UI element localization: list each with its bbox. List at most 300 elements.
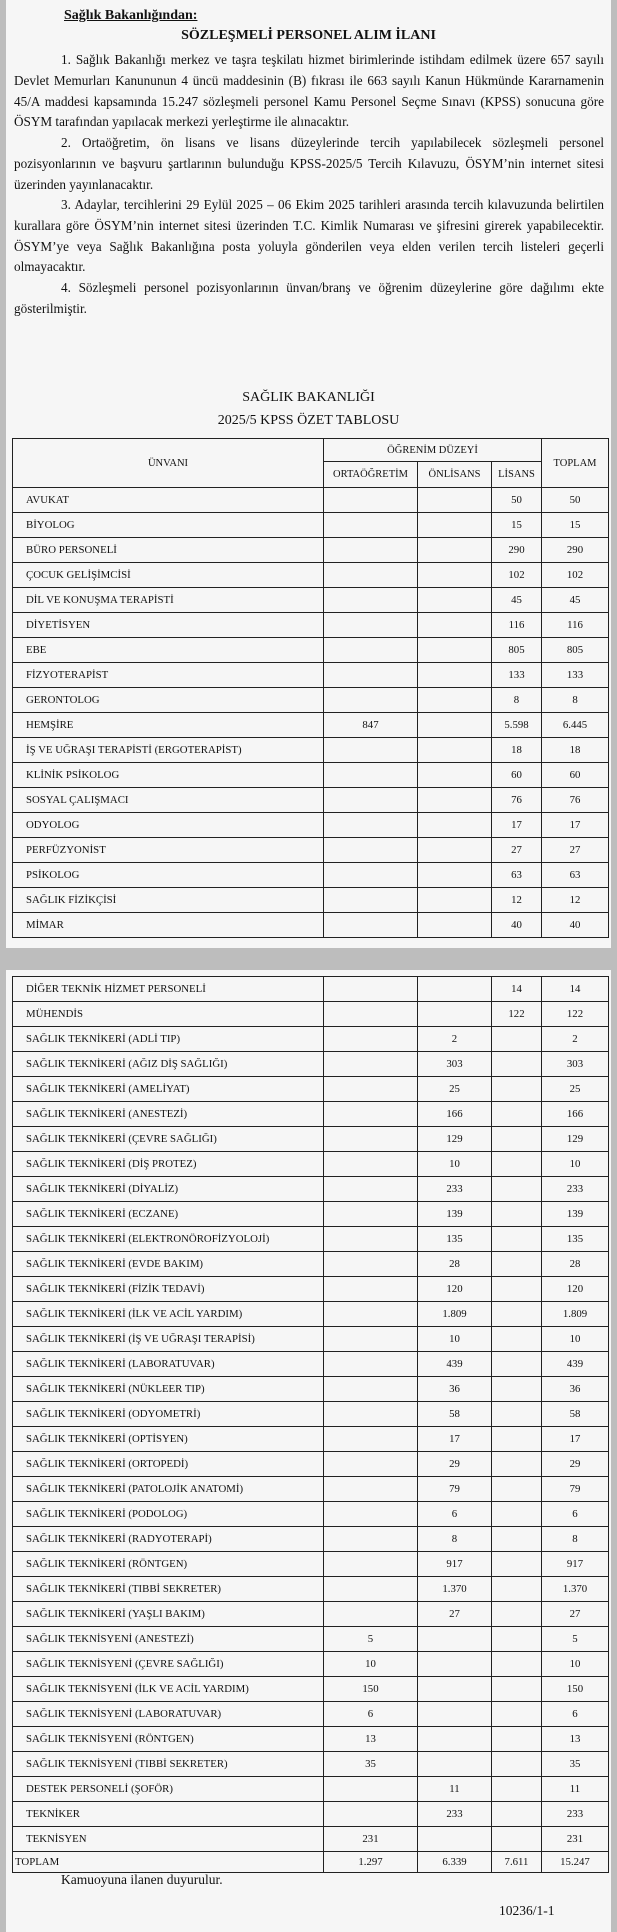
row-value-cell: 79 bbox=[542, 1477, 609, 1502]
row-value-cell: 129 bbox=[542, 1127, 609, 1152]
row-title-cell: SAĞLIK TEKNİSYENİ (RÖNTGEN) bbox=[13, 1727, 324, 1752]
row-value-cell: 233 bbox=[418, 1177, 492, 1202]
row-value-cell: 1.809 bbox=[418, 1302, 492, 1327]
table-row bbox=[13, 763, 609, 788]
row-value-cell: 50 bbox=[542, 488, 609, 513]
table-row bbox=[13, 1277, 609, 1302]
row-value-cell bbox=[418, 688, 492, 713]
row-value-cell: 1.370 bbox=[418, 1577, 492, 1602]
row-value-cell bbox=[324, 563, 418, 588]
row-title-cell: SAĞLIK TEKNİKERİ (İLK VE ACİL YARDIM) bbox=[13, 1302, 324, 1327]
row-title-cell: SOSYAL ÇALIŞMACI bbox=[13, 788, 324, 813]
row-value-cell: 1.809 bbox=[542, 1302, 609, 1327]
row-title-cell: TEKNİSYEN bbox=[13, 1827, 324, 1852]
row-value-cell bbox=[492, 1077, 542, 1102]
row-value-cell: 60 bbox=[492, 763, 542, 788]
row-value-cell bbox=[418, 763, 492, 788]
row-title-cell: DİL VE KONUŞMA TERAPİSTİ bbox=[13, 588, 324, 613]
row-value-cell bbox=[492, 1552, 542, 1577]
table-row bbox=[13, 1052, 609, 1077]
row-value-cell: 27 bbox=[418, 1602, 492, 1627]
row-value-cell bbox=[324, 1402, 418, 1427]
row-value-cell: 15 bbox=[542, 513, 609, 538]
total-label-cell: TOPLAM bbox=[13, 1852, 324, 1873]
row-value-cell bbox=[324, 1077, 418, 1102]
table-row bbox=[13, 1177, 609, 1202]
row-value-cell bbox=[492, 1202, 542, 1227]
table-row bbox=[13, 1102, 609, 1127]
row-title-cell: PSİKOLOG bbox=[13, 863, 324, 888]
paragraph-4: 4. Sözleşmeli personel pozisyonlarının ünvan/branş ve öğrenim düzeylerine göre dağılımı ekte gösterilmiştir. bbox=[14, 280, 604, 316]
row-value-cell bbox=[324, 1152, 418, 1177]
row-value-cell bbox=[324, 1027, 418, 1052]
column-header-ortaogretim: ORTAÖĞRETİM bbox=[324, 462, 418, 488]
row-title-cell: SAĞLIK TEKNİKERİ (EVDE BAKIM) bbox=[13, 1252, 324, 1277]
summary-table-part-1 bbox=[12, 438, 609, 938]
row-value-cell: 12 bbox=[492, 888, 542, 913]
row-value-cell: 5.598 bbox=[492, 713, 542, 738]
row-value-cell bbox=[324, 1052, 418, 1077]
row-value-cell bbox=[492, 1477, 542, 1502]
row-title-cell: BİYOLOG bbox=[13, 513, 324, 538]
row-title-cell: MİMAR bbox=[13, 913, 324, 938]
row-value-cell bbox=[418, 838, 492, 863]
row-value-cell: 36 bbox=[542, 1377, 609, 1402]
row-title-cell: SAĞLIK TEKNİKERİ (AMELİYAT) bbox=[13, 1077, 324, 1102]
row-value-cell: 166 bbox=[418, 1102, 492, 1127]
row-value-cell bbox=[492, 1652, 542, 1677]
table-row bbox=[13, 1627, 609, 1652]
row-value-cell: 35 bbox=[542, 1752, 609, 1777]
row-value-cell bbox=[324, 1427, 418, 1452]
row-value-cell: 166 bbox=[542, 1102, 609, 1127]
row-value-cell bbox=[324, 1327, 418, 1352]
row-value-cell bbox=[324, 1577, 418, 1602]
paragraph-3: 3. Adaylar, tercihlerini 29 Eylül 2025 – 06 Ekim 2025 tarihleri arasında tercih kılavuzunda belirtilen kurallara göre ÖSYM’nin internet sitesi üzerinden T.C. Kimlik Numarası ve şifresini girerek yapabilecektir. ÖSYM’ye veya Sağlık Bakanlığına posta yoluyla gönderilen veya elden verilen tercih listeleri geçerli olmayacaktır. bbox=[14, 197, 604, 275]
row-value-cell bbox=[324, 588, 418, 613]
row-value-cell: 439 bbox=[542, 1352, 609, 1377]
row-value-cell bbox=[492, 1627, 542, 1652]
row-value-cell bbox=[492, 1027, 542, 1052]
row-value-cell bbox=[418, 538, 492, 563]
row-value-cell bbox=[324, 1602, 418, 1627]
table-row bbox=[13, 863, 609, 888]
row-value-cell: 12 bbox=[542, 888, 609, 913]
row-value-cell: 25 bbox=[542, 1077, 609, 1102]
row-value-cell bbox=[418, 513, 492, 538]
row-value-cell: 133 bbox=[492, 663, 542, 688]
row-value-cell bbox=[324, 1102, 418, 1127]
row-value-cell: 5 bbox=[542, 1627, 609, 1652]
row-value-cell: 805 bbox=[492, 638, 542, 663]
row-value-cell: 233 bbox=[418, 1802, 492, 1827]
row-value-cell bbox=[492, 1352, 542, 1377]
row-title-cell: SAĞLIK TEKNİKERİ (AĞIZ DİŞ SAĞLIĞI) bbox=[13, 1052, 324, 1077]
row-title-cell: SAĞLIK TEKNİKERİ (YAŞLI BAKIM) bbox=[13, 1602, 324, 1627]
row-value-cell: 129 bbox=[418, 1127, 492, 1152]
row-value-cell bbox=[492, 1452, 542, 1477]
row-title-cell: SAĞLIK TEKNİKERİ (PODOLOG) bbox=[13, 1502, 324, 1527]
table-row bbox=[13, 1402, 609, 1427]
issuing-authority: Sağlık Bakanlığından: bbox=[64, 8, 198, 23]
row-value-cell bbox=[324, 638, 418, 663]
row-value-cell bbox=[492, 1827, 542, 1852]
total-value-cell: 6.339 bbox=[418, 1852, 492, 1873]
row-value-cell: 10 bbox=[418, 1327, 492, 1352]
row-title-cell: SAĞLIK FİZİKÇİSİ bbox=[13, 888, 324, 913]
row-value-cell: 10 bbox=[324, 1652, 418, 1677]
row-value-cell bbox=[492, 1052, 542, 1077]
row-value-cell: 40 bbox=[542, 913, 609, 938]
row-value-cell bbox=[324, 1477, 418, 1502]
row-value-cell bbox=[418, 913, 492, 938]
row-value-cell: 917 bbox=[418, 1552, 492, 1577]
row-value-cell: 290 bbox=[542, 538, 609, 563]
row-value-cell bbox=[324, 977, 418, 1002]
table-row bbox=[13, 713, 609, 738]
row-value-cell bbox=[324, 813, 418, 838]
row-value-cell: 122 bbox=[492, 1002, 542, 1027]
row-value-cell: 2 bbox=[542, 1027, 609, 1052]
table-row bbox=[13, 1427, 609, 1452]
table-row bbox=[13, 488, 609, 513]
row-value-cell bbox=[492, 1427, 542, 1452]
row-value-cell bbox=[418, 738, 492, 763]
row-value-cell bbox=[418, 1652, 492, 1677]
row-value-cell: 36 bbox=[418, 1377, 492, 1402]
row-title-cell: SAĞLIK TEKNİKERİ (DİŞ PROTEZ) bbox=[13, 1152, 324, 1177]
table-row bbox=[13, 563, 609, 588]
row-value-cell: 847 bbox=[324, 713, 418, 738]
row-value-cell bbox=[324, 1177, 418, 1202]
row-value-cell: 17 bbox=[542, 813, 609, 838]
row-value-cell: 45 bbox=[492, 588, 542, 613]
row-value-cell bbox=[418, 977, 492, 1002]
row-value-cell bbox=[492, 1677, 542, 1702]
table-total-row bbox=[13, 1852, 609, 1873]
row-value-cell: 13 bbox=[542, 1727, 609, 1752]
table-row bbox=[13, 1777, 609, 1802]
row-value-cell: 439 bbox=[418, 1352, 492, 1377]
table-row bbox=[13, 1827, 609, 1852]
row-value-cell bbox=[492, 1802, 542, 1827]
row-value-cell bbox=[324, 1802, 418, 1827]
table-row bbox=[13, 513, 609, 538]
row-value-cell: 233 bbox=[542, 1177, 609, 1202]
row-value-cell bbox=[492, 1577, 542, 1602]
row-value-cell bbox=[418, 488, 492, 513]
row-value-cell: 63 bbox=[542, 863, 609, 888]
row-title-cell: SAĞLIK TEKNİKERİ (RADYOTERAPİ) bbox=[13, 1527, 324, 1552]
table-row bbox=[13, 1027, 609, 1052]
table-row bbox=[13, 1802, 609, 1827]
row-value-cell: 102 bbox=[492, 563, 542, 588]
row-value-cell: 10 bbox=[542, 1327, 609, 1352]
column-header-toplam: TOPLAM bbox=[542, 439, 609, 488]
table-row bbox=[13, 538, 609, 563]
row-value-cell: 290 bbox=[492, 538, 542, 563]
row-value-cell: 6.445 bbox=[542, 713, 609, 738]
row-value-cell bbox=[324, 488, 418, 513]
reference-number: 10236/1-1 bbox=[499, 1903, 555, 1918]
row-value-cell bbox=[324, 838, 418, 863]
row-value-cell bbox=[418, 638, 492, 663]
row-value-cell bbox=[324, 913, 418, 938]
row-value-cell: 8 bbox=[418, 1527, 492, 1552]
row-value-cell: 17 bbox=[492, 813, 542, 838]
table-row bbox=[13, 1702, 609, 1727]
row-value-cell bbox=[492, 1777, 542, 1802]
row-value-cell bbox=[324, 1277, 418, 1302]
paragraph-2: 2. Ortaöğretim, ön lisans ve lisans düzeylerinde tercih yapılabilecek sözleşmeli personel pozisyonlarının ve başvuru şartlarının bulunduğu KPSS-2025/5 Tercih Kılavuzu, ÖSYM’nin internet sitesi üzerinden yayınlanacaktır. bbox=[14, 135, 604, 192]
row-value-cell: 14 bbox=[492, 977, 542, 1002]
row-value-cell: 303 bbox=[418, 1052, 492, 1077]
table-row bbox=[13, 1152, 609, 1177]
announcement-title: SÖZLEŞMELİ PERSONEL ALIM İLANI bbox=[181, 28, 436, 43]
row-title-cell: GERONTOLOG bbox=[13, 688, 324, 713]
table-row bbox=[13, 1002, 609, 1027]
row-value-cell bbox=[324, 663, 418, 688]
row-value-cell: 116 bbox=[492, 613, 542, 638]
row-value-cell: 135 bbox=[542, 1227, 609, 1252]
row-title-cell: SAĞLIK TEKNİKERİ (ORTOPEDİ) bbox=[13, 1452, 324, 1477]
row-value-cell bbox=[492, 1127, 542, 1152]
row-value-cell bbox=[324, 1502, 418, 1527]
row-value-cell bbox=[324, 688, 418, 713]
row-value-cell: 28 bbox=[542, 1252, 609, 1277]
table-row bbox=[13, 1677, 609, 1702]
row-value-cell: 120 bbox=[542, 1277, 609, 1302]
row-value-cell: 17 bbox=[418, 1427, 492, 1452]
summary-table-part-2 bbox=[12, 976, 609, 1873]
row-value-cell: 11 bbox=[542, 1777, 609, 1802]
row-value-cell: 122 bbox=[542, 1002, 609, 1027]
row-value-cell bbox=[492, 1277, 542, 1302]
table-row bbox=[13, 1727, 609, 1752]
row-value-cell bbox=[324, 1377, 418, 1402]
row-title-cell: SAĞLIK TEKNİKERİ (LABORATUVAR) bbox=[13, 1352, 324, 1377]
row-value-cell: 29 bbox=[418, 1452, 492, 1477]
row-value-cell bbox=[418, 1827, 492, 1852]
row-value-cell bbox=[492, 1327, 542, 1352]
row-title-cell: BÜRO PERSONELİ bbox=[13, 538, 324, 563]
column-header-unvan: ÜNVANI bbox=[13, 439, 324, 488]
row-title-cell: HEMŞİRE bbox=[13, 713, 324, 738]
row-value-cell bbox=[324, 1552, 418, 1577]
table-row bbox=[13, 977, 609, 1002]
row-value-cell: 58 bbox=[542, 1402, 609, 1427]
row-value-cell bbox=[418, 863, 492, 888]
row-value-cell: 60 bbox=[542, 763, 609, 788]
row-value-cell: 40 bbox=[492, 913, 542, 938]
row-title-cell: ODYOLOG bbox=[13, 813, 324, 838]
row-value-cell bbox=[418, 788, 492, 813]
row-value-cell: 150 bbox=[324, 1677, 418, 1702]
row-value-cell bbox=[492, 1727, 542, 1752]
row-value-cell: 133 bbox=[542, 663, 609, 688]
row-title-cell: EBE bbox=[13, 638, 324, 663]
row-title-cell: SAĞLIK TEKNİSYENİ (ÇEVRE SAĞLIĞI) bbox=[13, 1652, 324, 1677]
row-value-cell bbox=[492, 1227, 542, 1252]
paragraph-1: 1. Sağlık Bakanlığı merkez ve taşra teşkilatı hizmet birimlerinde istihdam edilmek üzere 657 sayılı Devlet Memurları Kanununun 4 üncü maddesinin (B) fıkrası ile 663 sayılı Kanun Hükmünde Kararnamenin 45/A maddesi kapsamında 15.247 sözleşmeli personel Kamu Personel Seçme Sınavı (KPSS) sonucuna göre ÖSYM tarafından yapılacak merkezi yerleştirme ile alınacaktır. bbox=[14, 52, 604, 130]
row-value-cell bbox=[324, 1002, 418, 1027]
table-row bbox=[13, 888, 609, 913]
row-value-cell bbox=[324, 1227, 418, 1252]
row-value-cell bbox=[324, 1777, 418, 1802]
row-value-cell bbox=[492, 1752, 542, 1777]
row-value-cell: 76 bbox=[542, 788, 609, 813]
row-value-cell: 27 bbox=[542, 1602, 609, 1627]
row-value-cell: 2 bbox=[418, 1027, 492, 1052]
row-title-cell: FİZYOTERAPİST bbox=[13, 663, 324, 688]
row-value-cell bbox=[492, 1252, 542, 1277]
row-value-cell: 139 bbox=[542, 1202, 609, 1227]
table-row bbox=[13, 1252, 609, 1277]
row-value-cell bbox=[418, 1752, 492, 1777]
row-value-cell bbox=[324, 513, 418, 538]
row-value-cell: 5 bbox=[324, 1627, 418, 1652]
row-value-cell: 805 bbox=[542, 638, 609, 663]
row-title-cell: SAĞLIK TEKNİKERİ (DİYALİZ) bbox=[13, 1177, 324, 1202]
row-value-cell: 50 bbox=[492, 488, 542, 513]
row-title-cell: AVUKAT bbox=[13, 488, 324, 513]
table-row bbox=[13, 638, 609, 663]
row-value-cell: 6 bbox=[324, 1702, 418, 1727]
table-row bbox=[13, 1302, 609, 1327]
table-row bbox=[13, 1577, 609, 1602]
row-value-cell: 17 bbox=[542, 1427, 609, 1452]
row-value-cell bbox=[418, 613, 492, 638]
table-row bbox=[13, 1552, 609, 1577]
row-title-cell: SAĞLIK TEKNİSYENİ (ANESTEZİ) bbox=[13, 1627, 324, 1652]
table-row bbox=[13, 1652, 609, 1677]
row-value-cell: 76 bbox=[492, 788, 542, 813]
table-row bbox=[13, 1202, 609, 1227]
row-title-cell: PERFÜZYONİST bbox=[13, 838, 324, 863]
page-gap bbox=[0, 948, 617, 970]
row-value-cell: 139 bbox=[418, 1202, 492, 1227]
row-value-cell: 27 bbox=[542, 838, 609, 863]
table-row bbox=[13, 1752, 609, 1777]
row-value-cell: 231 bbox=[542, 1827, 609, 1852]
row-value-cell bbox=[418, 713, 492, 738]
row-value-cell: 35 bbox=[324, 1752, 418, 1777]
row-value-cell bbox=[492, 1502, 542, 1527]
row-value-cell bbox=[324, 613, 418, 638]
table-row bbox=[13, 588, 609, 613]
row-value-cell: 102 bbox=[542, 563, 609, 588]
row-value-cell bbox=[324, 1452, 418, 1477]
row-title-cell: KLİNİK PSİKOLOG bbox=[13, 763, 324, 788]
row-title-cell: SAĞLIK TEKNİKERİ (TIBBİ SEKRETER) bbox=[13, 1577, 324, 1602]
row-title-cell: SAĞLIK TEKNİKERİ (ADLİ TIP) bbox=[13, 1027, 324, 1052]
table-row bbox=[13, 1602, 609, 1627]
row-value-cell bbox=[492, 1402, 542, 1427]
row-title-cell: DİYETİSYEN bbox=[13, 613, 324, 638]
table-row bbox=[13, 788, 609, 813]
row-value-cell: 11 bbox=[418, 1777, 492, 1802]
total-value-cell: 7.611 bbox=[492, 1852, 542, 1873]
table-subtitle: 2025/5 KPSS ÖZET TABLOSU bbox=[217, 413, 400, 428]
row-value-cell: 120 bbox=[418, 1277, 492, 1302]
row-value-cell bbox=[492, 1702, 542, 1727]
row-title-cell: SAĞLIK TEKNİSYENİ (LABORATUVAR) bbox=[13, 1702, 324, 1727]
table-row bbox=[13, 688, 609, 713]
row-value-cell bbox=[324, 738, 418, 763]
row-value-cell: 28 bbox=[418, 1252, 492, 1277]
row-value-cell: 29 bbox=[542, 1452, 609, 1477]
row-title-cell: DİĞER TEKNİK HİZMET PERSONELİ bbox=[13, 977, 324, 1002]
row-value-cell: 135 bbox=[418, 1227, 492, 1252]
row-title-cell: SAĞLIK TEKNİSYENİ (İLK VE ACİL YARDIM) bbox=[13, 1677, 324, 1702]
table-row bbox=[13, 1077, 609, 1102]
table-row bbox=[13, 1227, 609, 1252]
row-title-cell: İŞ VE UĞRAŞI TERAPİSTİ (ERGOTERAPİST) bbox=[13, 738, 324, 763]
row-value-cell bbox=[418, 663, 492, 688]
row-value-cell: 917 bbox=[542, 1552, 609, 1577]
row-title-cell: SAĞLIK TEKNİKERİ (İŞ VE UĞRAŞI TERAPİSİ) bbox=[13, 1327, 324, 1352]
row-value-cell: 6 bbox=[418, 1502, 492, 1527]
row-title-cell: SAĞLIK TEKNİSYENİ (TIBBİ SEKRETER) bbox=[13, 1752, 324, 1777]
row-value-cell: 25 bbox=[418, 1077, 492, 1102]
table-row bbox=[13, 1527, 609, 1552]
row-value-cell: 6 bbox=[542, 1502, 609, 1527]
row-value-cell bbox=[324, 1527, 418, 1552]
row-value-cell: 116 bbox=[542, 613, 609, 638]
row-value-cell: 10 bbox=[542, 1152, 609, 1177]
row-value-cell: 58 bbox=[418, 1402, 492, 1427]
table-row bbox=[13, 838, 609, 863]
table-row bbox=[13, 663, 609, 688]
row-title-cell: SAĞLIK TEKNİKERİ (ECZANE) bbox=[13, 1202, 324, 1227]
row-value-cell: 79 bbox=[418, 1477, 492, 1502]
row-value-cell: 233 bbox=[542, 1802, 609, 1827]
row-title-cell: SAĞLIK TEKNİKERİ (NÜKLEER TIP) bbox=[13, 1377, 324, 1402]
row-value-cell: 18 bbox=[542, 738, 609, 763]
total-value-cell: 1.297 bbox=[324, 1852, 418, 1873]
row-value-cell bbox=[418, 1727, 492, 1752]
row-title-cell: TEKNİKER bbox=[13, 1802, 324, 1827]
row-value-cell bbox=[324, 863, 418, 888]
row-value-cell bbox=[324, 1127, 418, 1152]
row-value-cell: 13 bbox=[324, 1727, 418, 1752]
row-value-cell bbox=[492, 1377, 542, 1402]
row-value-cell bbox=[492, 1102, 542, 1127]
table-row bbox=[13, 1127, 609, 1152]
row-value-cell bbox=[418, 1702, 492, 1727]
row-value-cell: 45 bbox=[542, 588, 609, 613]
row-title-cell: SAĞLIK TEKNİKERİ (ÇEVRE SAĞLIĞI) bbox=[13, 1127, 324, 1152]
row-title-cell: DESTEK PERSONELİ (ŞOFÖR) bbox=[13, 1777, 324, 1802]
row-title-cell: SAĞLIK TEKNİKERİ (RÖNTGEN) bbox=[13, 1552, 324, 1577]
row-value-cell bbox=[324, 538, 418, 563]
row-title-cell: ÇOCUK GELİŞİMCİSİ bbox=[13, 563, 324, 588]
row-title-cell: MÜHENDİS bbox=[13, 1002, 324, 1027]
row-title-cell: SAĞLIK TEKNİKERİ (PATOLOJİK ANATOMİ) bbox=[13, 1477, 324, 1502]
row-value-cell: 15 bbox=[492, 513, 542, 538]
table-title: SAĞLIK BAKANLIĞI bbox=[242, 390, 375, 405]
row-value-cell bbox=[324, 763, 418, 788]
table-row bbox=[13, 1327, 609, 1352]
row-value-cell bbox=[418, 888, 492, 913]
row-value-cell: 63 bbox=[492, 863, 542, 888]
row-value-cell: 18 bbox=[492, 738, 542, 763]
row-value-cell bbox=[492, 1152, 542, 1177]
table-row bbox=[13, 613, 609, 638]
row-value-cell bbox=[324, 788, 418, 813]
table-row bbox=[13, 913, 609, 938]
row-value-cell: 10 bbox=[418, 1152, 492, 1177]
